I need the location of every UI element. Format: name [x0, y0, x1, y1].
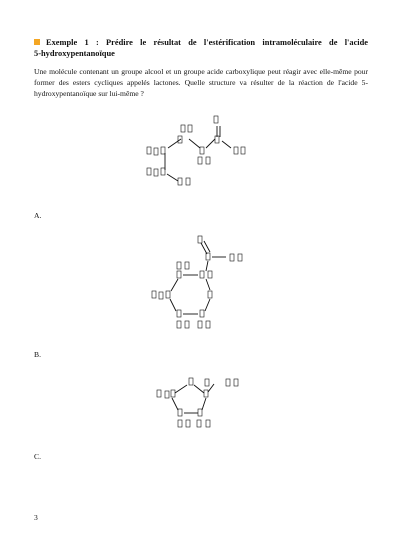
atom-glyph	[177, 271, 181, 278]
bond	[170, 299, 176, 311]
structure-option-a	[152, 236, 242, 328]
atom-glyph	[177, 321, 181, 328]
atom-glyph	[152, 291, 156, 298]
atom-glyph	[214, 116, 218, 123]
bond	[175, 385, 187, 393]
bond	[189, 139, 200, 148]
atom-glyph	[186, 420, 190, 427]
option-b-label: B.	[34, 350, 41, 359]
atom-glyph	[200, 271, 204, 278]
atom-glyph	[165, 391, 169, 398]
heading-line-2: 5-hydroxypentanoïque	[34, 49, 115, 58]
bond	[222, 141, 231, 148]
atom-glyph	[198, 157, 202, 164]
atom-glyph	[198, 321, 202, 328]
atom-glyph	[177, 262, 181, 269]
atom-glyph	[200, 147, 204, 154]
atom-glyph	[241, 147, 245, 154]
page-number: 3	[34, 513, 38, 522]
bond	[202, 398, 206, 410]
atom-glyph	[154, 169, 158, 176]
intro-paragraph: Une molécule contenant un groupe alcool et un groupe acide carboxylique peut réagir avec elle-même pour former des esters cycliques appelés lactones. Quelle structure va résulter de la réaction de l'acide 5-hydroxypentanoïque sur lui-même ?	[34, 67, 368, 99]
structure-acid	[147, 116, 245, 185]
atom-glyph	[208, 291, 212, 298]
atom-glyph	[200, 310, 204, 317]
heading-line-1: Exemple 1 : Prédire le résultat de l'estérification intramoléculaire de l'acide	[46, 38, 368, 47]
atom-glyph	[181, 125, 185, 132]
atom-glyph	[147, 168, 151, 175]
atom-glyph	[208, 271, 212, 278]
atom-glyph	[186, 178, 190, 185]
bond	[206, 139, 215, 148]
atom-glyph	[189, 378, 193, 385]
bond	[167, 174, 178, 181]
atom-glyph	[238, 254, 242, 261]
atom-glyph	[178, 409, 182, 416]
atom-glyph	[177, 310, 181, 317]
bond	[206, 261, 208, 271]
bond	[194, 385, 204, 393]
atom-glyph	[206, 321, 210, 328]
atom-glyph	[215, 136, 219, 143]
atom-glyph	[198, 236, 202, 243]
atom-glyph	[147, 147, 151, 154]
atom-glyph	[198, 409, 202, 416]
option-c-label: C.	[34, 452, 41, 461]
bond	[172, 398, 178, 410]
atom-glyph	[159, 292, 163, 299]
atom-glyph	[204, 390, 208, 397]
bond	[206, 279, 210, 290]
atom-glyph	[206, 157, 210, 164]
atom-glyph	[197, 420, 201, 427]
atom-glyph	[171, 390, 175, 397]
atom-glyph	[230, 254, 234, 261]
atom-glyph	[161, 168, 165, 175]
atom-glyph	[166, 291, 170, 298]
atom-glyph	[161, 147, 165, 154]
atom-glyph	[188, 125, 192, 132]
option-a-label: A.	[34, 211, 42, 220]
atom-glyph	[178, 420, 182, 427]
atom-glyph	[178, 178, 182, 185]
structure-option-b	[157, 378, 238, 427]
atom-glyph	[234, 379, 238, 386]
atom-glyph	[154, 148, 158, 155]
atom-glyph	[157, 390, 161, 397]
bond	[205, 299, 210, 311]
atom-glyph	[205, 379, 209, 386]
atom-glyph	[226, 379, 230, 386]
bond	[168, 139, 181, 148]
atom-glyph	[185, 321, 189, 328]
atom-glyph	[234, 147, 238, 154]
bond	[171, 279, 178, 291]
atom-glyph	[206, 420, 210, 427]
atom-glyph	[185, 262, 189, 269]
